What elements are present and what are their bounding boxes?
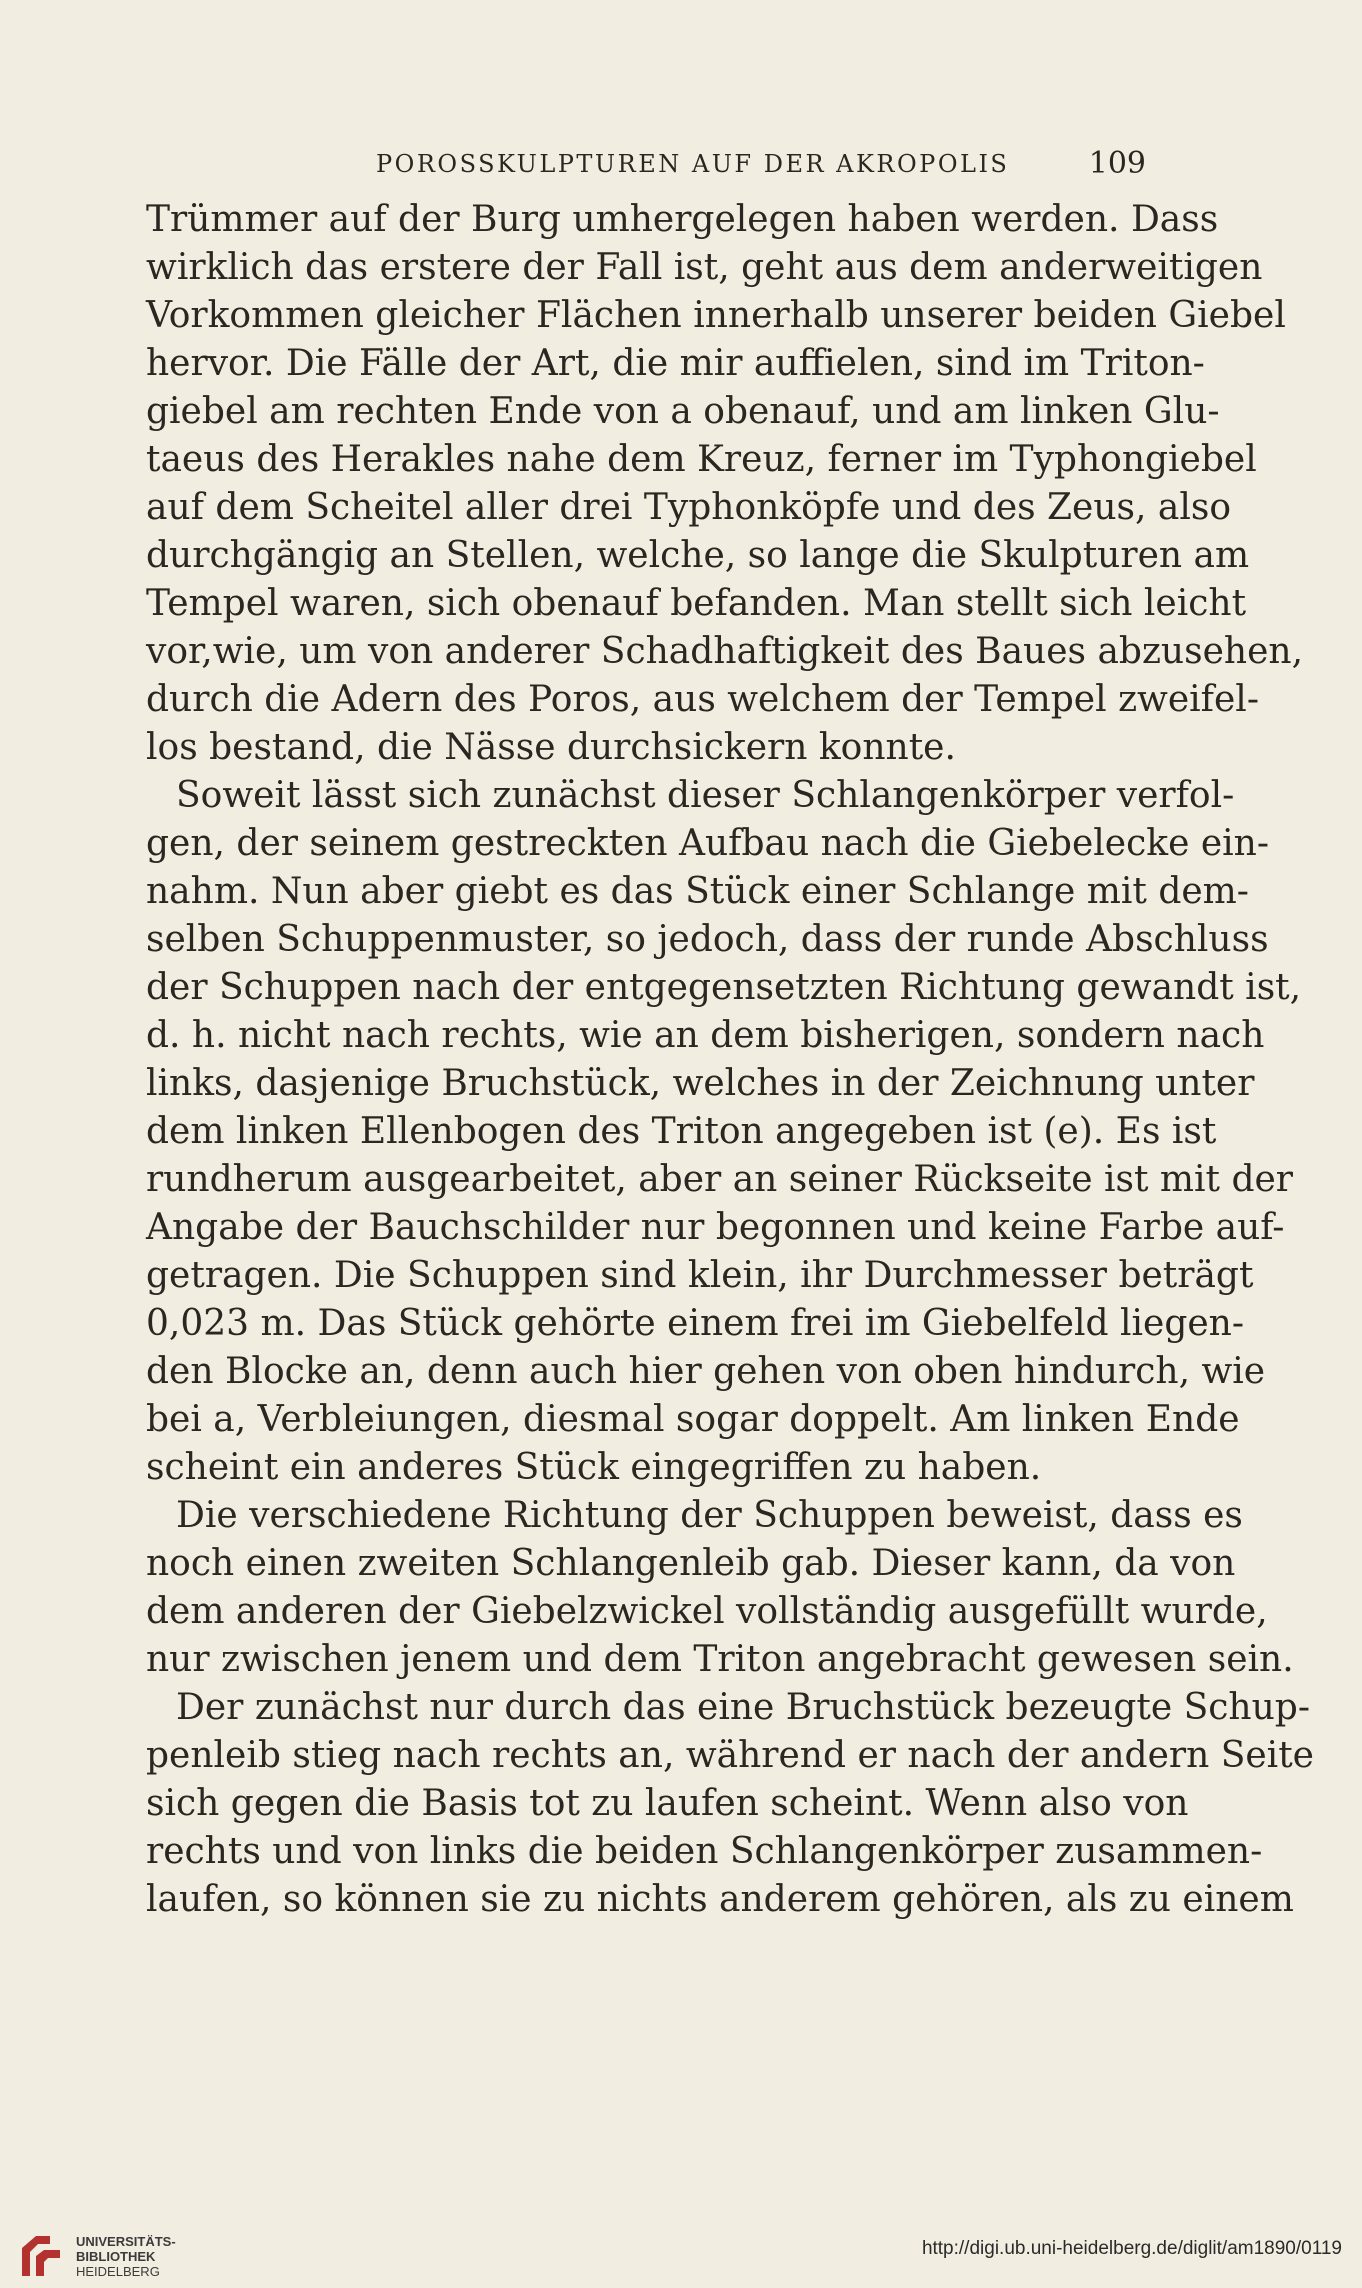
library-name-line: UNIVERSITÄTS- <box>76 2234 176 2249</box>
body-line: penleib stieg nach rechts an, während er nach der andern Seite <box>146 1735 1314 1776</box>
body-line: dem anderen der Giebelzwickel vollständig ausgefüllt wurde, <box>146 1591 1268 1632</box>
body-line: Tempel waren, sich obenauf befanden. Man stellt sich leicht <box>146 583 1247 624</box>
body-line: getragen. Die Schuppen sind klein, ihr Durchmesser beträgt <box>146 1255 1254 1296</box>
body-line: laufen, so können sie zu nichts anderem gehören, als zu einem <box>146 1879 1294 1920</box>
body-line: d. h. nicht nach rechts, wie an dem bisherigen, sondern nach <box>146 1015 1265 1056</box>
body-line: Die verschiedene Richtung der Schuppen beweist, dass es <box>176 1495 1243 1536</box>
body-line: Soweit lässt sich zunächst dieser Schlangenkörper verfol- <box>176 775 1235 816</box>
body-line: 0,023 m. Das Stück gehörte einem frei im Giebelfeld liegen- <box>146 1303 1245 1344</box>
library-name-line: BIBLIOTHEK <box>76 2249 156 2264</box>
body-line: dem linken Ellenbogen des Triton angegeben ist (e). Es ist <box>146 1111 1217 1152</box>
body-line: noch einen zweiten Schlangenleib gab. Dieser kann, da von <box>146 1543 1236 1584</box>
body-line: Angabe der Bauchschilder nur begonnen und keine Farbe auf- <box>146 1207 1285 1248</box>
body-line: scheint ein anderes Stück eingegriffen zu haben. <box>146 1447 1042 1488</box>
body-line: nur zwischen jenem und dem Triton angebracht gewesen sein. <box>146 1639 1294 1680</box>
permalink-url[interactable]: http://digi.ub.uni-heidelberg.de/diglit/am1890/0119 <box>921 2238 1342 2259</box>
body-line: rundherum ausgearbeitet, aber an seiner Rückseite ist mit der <box>146 1159 1294 1200</box>
body-line: vor,wie, um von anderer Schadhaftigkeit des Baues abzusehen, <box>146 631 1304 672</box>
body-line: bei a, Verbleiungen, diesmal sogar doppelt. Am linken Ende <box>146 1399 1240 1440</box>
library-name-line: HEIDELBERG <box>76 2264 160 2279</box>
running-title: POROSSKULPTUREN AUF DER AKROPOLIS <box>376 150 1010 178</box>
library-logo <box>16 2230 186 2280</box>
body-line: gen, der seinem gestreckten Aufbau nach die Giebelecke ein- <box>146 823 1269 864</box>
body-line: den Blocke an, denn auch hier gehen von oben hindurch, wie <box>146 1351 1266 1392</box>
body-line: der Schuppen nach der entgegensetzten Richtung gewandt ist, <box>146 967 1302 1008</box>
body-line: los bestand, die Nässe durchsickern konnte. <box>146 727 956 768</box>
body-line: hervor. Die Fälle der Art, die mir auffielen, sind im Triton- <box>146 343 1205 384</box>
running-head <box>146 146 1146 190</box>
page-number: 109 <box>1088 146 1146 181</box>
library-logo-icon <box>16 2230 68 2282</box>
body-line: links, dasjenige Bruchstück, welches in der Zeichnung unter <box>146 1063 1255 1104</box>
body-line: selben Schuppenmuster, so jedoch, dass der runde Abschluss <box>146 919 1269 960</box>
body-line: taeus des Herakles nahe dem Kreuz, ferner im Typhongiebel <box>146 439 1257 480</box>
body-line: giebel am rechten Ende von a obenauf, und am linken Glu- <box>146 391 1220 432</box>
body-line: durchgängig an Stellen, welche, so lange die Skulpturen am <box>146 535 1250 576</box>
body-line: nahm. Nun aber giebt es das Stück einer Schlange mit dem- <box>146 871 1249 912</box>
body-line: Trümmer auf der Burg umhergelegen haben werden. Dass <box>146 199 1219 240</box>
body-line: sich gegen die Basis tot zu laufen scheint. Wenn also von <box>146 1783 1189 1824</box>
body-line: rechts und von links die beiden Schlangenkörper zusammen- <box>146 1831 1263 1872</box>
body-line: Der zunächst nur durch das eine Bruchstück bezeugte Schup- <box>176 1687 1310 1728</box>
body-line: durch die Adern des Poros, aus welchem der Tempel zweifel- <box>146 679 1259 720</box>
body-line: Vorkommen gleicher Flächen innerhalb unserer beiden Giebel <box>146 295 1286 336</box>
body-line: auf dem Scheitel aller drei Typhonköpfe und des Zeus, also <box>146 487 1232 528</box>
body-line: wirklich das erstere der Fall ist, geht aus dem anderweitigen <box>146 247 1263 288</box>
